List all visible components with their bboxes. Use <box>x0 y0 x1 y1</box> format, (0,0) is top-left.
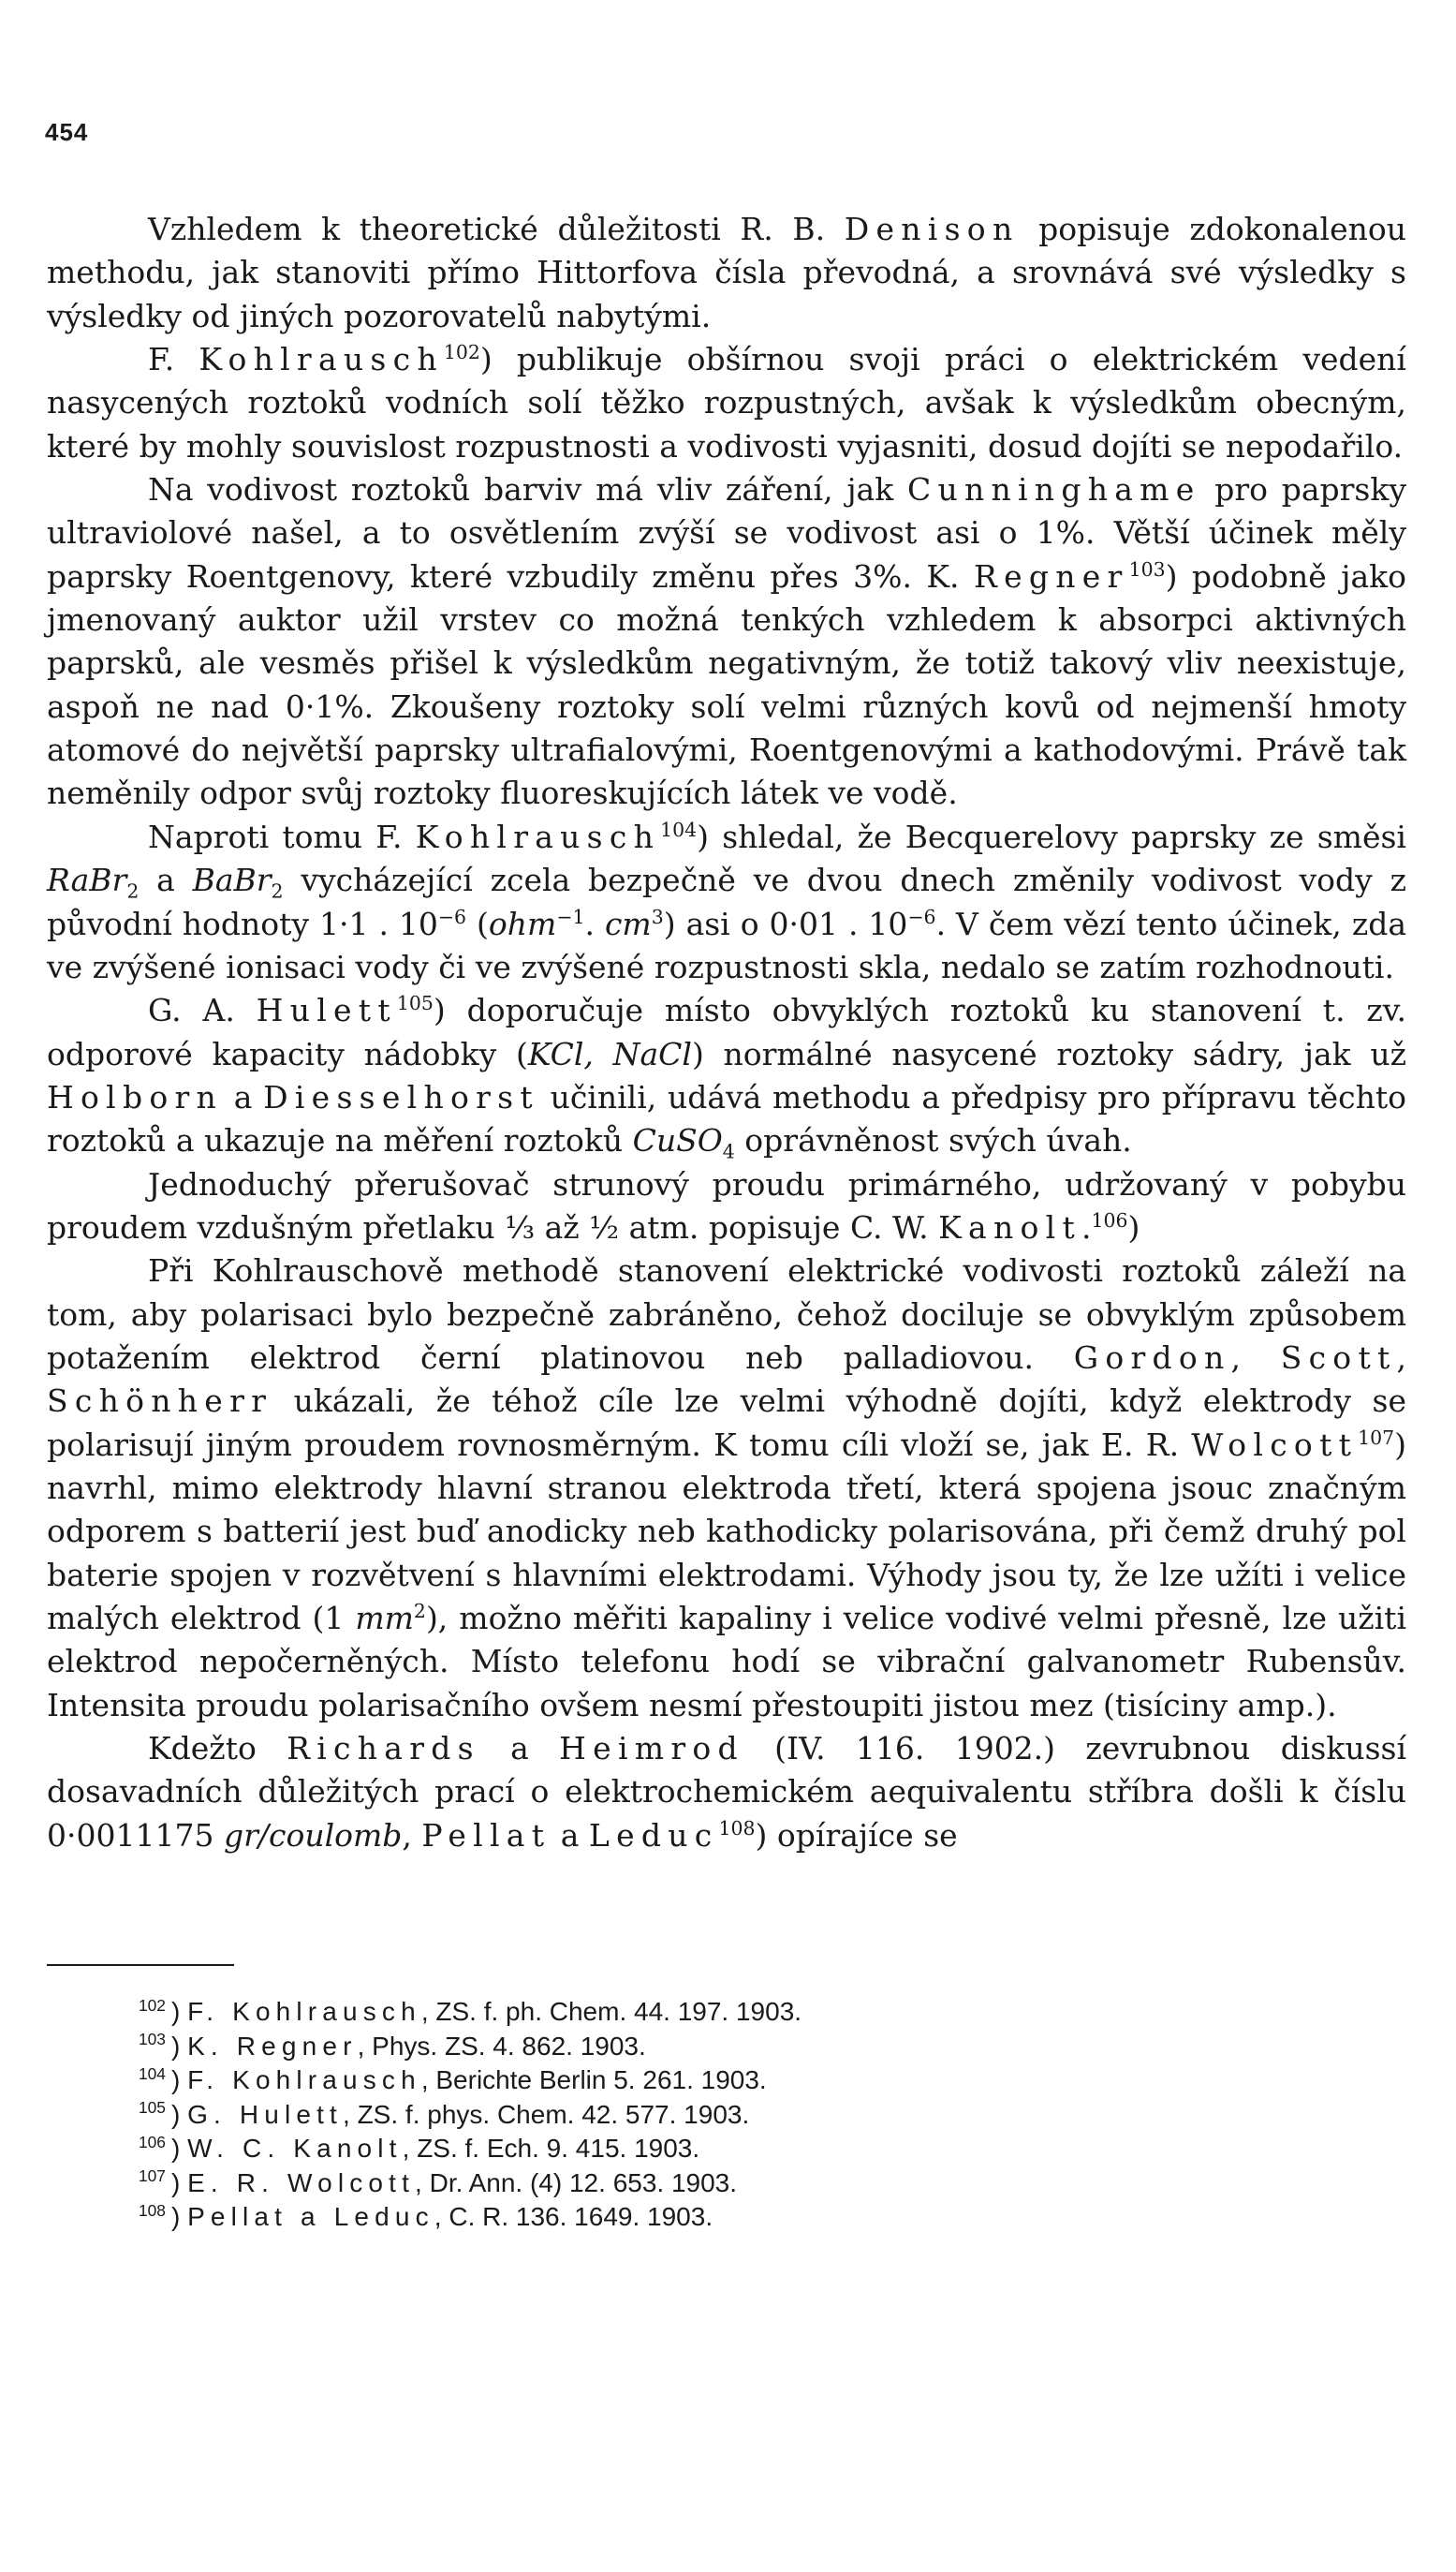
text-run: CuSO <box>632 1122 723 1160</box>
paragraph <box>47 1163 1406 1250</box>
footnote-author: K. Regner <box>187 2031 358 2061</box>
author-name: Heimrod <box>559 1730 744 1767</box>
text-run: G. A. <box>148 992 257 1029</box>
superscript: 107 <box>1358 1426 1395 1449</box>
footnote: $^{103}$ ) K. Regner, Phys. ZS. 4. 862. 1903. <box>139 2030 646 2061</box>
author-name: Cunninghame <box>906 471 1201 509</box>
text-run: ), možno měřiti kapaliny i velice vodivé velmi přesně, lze užiti elektrod nepočerněných. Místo telefonu hodí se vibrační galvanometr Rubensův. Intensita proudu polarisačního ovšem nesmí přestoupiti jistou mez (tisíciny amp.). <box>47 1600 1406 1723</box>
author-name: Wolcott <box>1191 1426 1359 1463</box>
footnote-author: W. C. Kanolt <box>187 2134 403 2163</box>
text-run: a <box>223 1078 264 1116</box>
footnote-reference: Dr. Ann. (4) 12. 653. 1903. <box>429 2167 738 2197</box>
paragraph <box>47 1727 1406 1857</box>
paragraph <box>47 468 1406 816</box>
author-name: Kohlrausch <box>199 341 444 378</box>
text-run: BaBr <box>192 862 272 899</box>
text-run: a <box>139 862 193 899</box>
paragraph <box>47 816 1406 989</box>
text-run: Na vodivost roztoků barviv má vliv záření, jak <box>148 471 907 509</box>
text-run: a <box>551 1816 589 1854</box>
footnote-author: G. Hulett <box>187 2099 344 2129</box>
text-run: , <box>1230 1338 1281 1376</box>
author-name: Leduc <box>588 1816 719 1854</box>
footnote-bracket: ) <box>170 1997 188 2026</box>
text-run: popisuje zdokonalenou methodu, jak stanoviti přímo Hittorfova čísla převodná, a srovnává své výsledky s výsledky od jiných pozorovatelů nabytými. <box>47 211 1406 334</box>
superscript: 3 <box>651 905 664 928</box>
body-text <box>47 208 1406 1857</box>
text-run: ) navrhl, mimo elektrody hlavní stranou elektroda třetí, která spojena jsouc značným odporem s batterií jest buď anodicky neb kathodicky polarisována, při čemž druhý pol baterie spojen v rozvětvení s hlavními elektrodami. Výhody jsou ty, že lze užíti i velice malých elektrod (1 <box>47 1426 1406 1636</box>
footnote-author: E. R. Wolcott <box>187 2167 416 2197</box>
superscript: 2 <box>413 1600 426 1622</box>
text-run: ohm <box>488 905 557 942</box>
footnote-bracket: ) <box>170 2065 188 2094</box>
text-run: cm <box>604 905 652 942</box>
footnote-bracket: ) <box>170 2134 188 2163</box>
text-run: pro paprsky ultraviolové našel, a to osvětlením zvýší se vodivost asi o 1%. Větší účinek měly paprsky Roentgenovy, které vzbudily změnu přes 3%. K. <box>47 471 1406 595</box>
author-name: Regner <box>973 557 1129 595</box>
footnote-bracket: ) <box>170 2099 188 2129</box>
footnote-bracket: ) <box>170 2167 188 2197</box>
text-run: , <box>1396 1338 1406 1376</box>
footnote-author: F. Kohlrausch <box>187 2065 421 2094</box>
author-name: Hulett <box>256 992 397 1029</box>
text-run: ) asi o 0·01 . 10 <box>663 905 908 942</box>
footnote-reference: ZS. f. Ech. 9. 415. 1903. <box>417 2134 700 2163</box>
author-name: Gordon <box>1073 1338 1231 1376</box>
footnote: $^{102}$ ) F. Kohlrausch, ZS. f. ph. Chem. 44. 197. 1903. <box>139 1995 802 2026</box>
text-run: Naproti tomu F. <box>148 818 416 855</box>
footnote-reference: Phys. ZS. 4. 862. 1903. <box>372 2031 646 2061</box>
footnote-bracket: ) <box>170 2031 188 2061</box>
footnote: $^{108}$ ) Pellat a Leduc, C. R. 136. 1649. 1903. <box>139 2200 713 2231</box>
text-run: ) normálné nasycené roztoky sádry, jak už <box>691 1035 1407 1072</box>
author-name: Kanolt <box>938 1208 1081 1246</box>
subscript: 2 <box>126 880 140 903</box>
author-name: Schönherr <box>47 1382 273 1420</box>
text-run: ) <box>1127 1208 1140 1246</box>
footnote: $^{104}$ ) F. Kohlrausch, Berichte Berlin 5. 261. 1903. <box>139 2063 767 2094</box>
author-name: Scott <box>1280 1338 1397 1376</box>
paragraph <box>47 989 1406 1162</box>
superscript: 108 <box>718 1816 756 1840</box>
text-run: F. <box>148 341 199 378</box>
footnote-mark: 108 <box>139 2200 166 2220</box>
text-run: , <box>402 1816 422 1854</box>
superscript: 106 <box>1091 1208 1128 1232</box>
text-run: Jednoduchý přerušovač strunový proudu primárného, udržovaný v pobybu proudem vzdušným přetlaku ⅓ až ½ atm. popisuje C. W. <box>47 1165 1406 1246</box>
author-name: Holborn <box>47 1078 224 1116</box>
text-run: . V čem vězí tento účinek, zda ve zvýšené ionisaci vody či ve zvýšené rozpustnosti skla, nedalo se zatím rozhodnouti. <box>47 905 1407 985</box>
text-run: ) doporučuje místo obvyklých roztoků ku stanovení t. zv. odporové kapacity nádobky ( <box>47 992 1406 1072</box>
author-name: Diesselhorst <box>263 1078 539 1116</box>
subscript: 4 <box>722 1140 735 1163</box>
footnote-mark: 107 <box>139 2166 166 2186</box>
text-run: Vzhledem k theoretické důležitosti R. B. <box>148 211 845 247</box>
text-run: a <box>479 1730 560 1767</box>
footnote-reference: C. R. 136. 1649. 1903. <box>449 2202 713 2231</box>
footnote-divider <box>47 1964 234 1966</box>
text-run: ( <box>466 905 489 942</box>
author-name: Richards <box>287 1730 480 1767</box>
paragraph <box>47 208 1406 338</box>
text-run: gr/coulomb <box>223 1816 403 1854</box>
footnote-reference: Berichte Berlin 5. 261. 1903. <box>435 2065 767 2094</box>
footnote: $^{105}$ ) G. Hulett, ZS. f. phys. Chem. 42. 577. 1903. <box>139 2098 750 2129</box>
footnote-mark: 103 <box>139 2030 166 2049</box>
footnote-author: Pellat a Leduc <box>187 2202 434 2231</box>
author-name: Pellat <box>421 1816 552 1854</box>
text-run: ) opírajíce se <box>755 1816 958 1854</box>
footnote-mark: 102 <box>139 1995 166 2015</box>
footnotes <box>139 1995 1309 2235</box>
footnote-mark: 104 <box>139 2063 166 2083</box>
text-run: . <box>1081 1208 1092 1246</box>
text-run: Při Kohlrauschově methodě stanovení elektrické vodivosti roztoků záleží na tom, aby polarisaci bylo bezpečně zabráněno, čehož dociluje se obvyklým způsobem potažením elektrod černí platinovou neb palladiovou. <box>47 1252 1406 1376</box>
superscript: 102 <box>443 341 480 364</box>
author-name: Kohlrausch <box>415 818 661 855</box>
paragraph <box>47 338 1406 468</box>
text-run: ) podobně jako jmenovaný auktor užil vrstev co možná tenkých vzhledem k absorpci aktivných paprsků, ale vesměs přišel k výsledkům negativným, že totiž takový vliv neexistuje, aspoň ne nad 0·1%. Zkoušeny roztoky solí velmi různých kovů od nejmenší hmoty atomové do největší paprsky ultrafialovými, Roentgenovými a kathodovými. Právě tak neměnily odpor svůj roztoky fluoreskujících látek ve vodě. <box>47 557 1406 812</box>
superscript: −6 <box>907 905 936 928</box>
subscript: 2 <box>271 880 284 903</box>
footnote: $^{107}$ ) E. R. Wolcott, Dr. Ann. (4) 12. 653. 1903. <box>139 2166 738 2197</box>
text-run: ) publikuje obšírnou svoji práci o elektrickém vedení nasycených roztoků vodních solí těžko rozpustných, avšak k výsledkům obecným, které by mohly souvislost rozpustnosti a vodivosti vyjasniti, dosud dojíti se nepodařilo. <box>47 341 1406 465</box>
footnote-mark: 105 <box>139 2098 166 2118</box>
text-run: (IV. 116. 1902.) zevrubnou diskussí dosavadních důležitých prací o elektrochemickém aequivalentu stříbra došli k číslu 0·0011175 <box>47 1730 1407 1854</box>
superscript: 105 <box>396 992 434 1015</box>
superscript: −6 <box>437 905 467 928</box>
page-number: 454 <box>45 118 89 146</box>
footnote-bracket: ) <box>170 2202 188 2231</box>
superscript: 103 <box>1128 557 1166 581</box>
text-run: ) shledal, že Becquerelovy paprsky ze směsi <box>697 818 1406 855</box>
text-run: vycházející zcela bezpečně ve dvou dnech změnily vodivost vody z původní hodnoty 1·1 . 10 <box>47 862 1406 942</box>
paragraph <box>47 1249 1406 1727</box>
author-name: Denison <box>844 211 1020 247</box>
text-run: oprávněnost svých úvah. <box>734 1122 1132 1160</box>
superscript: 104 <box>660 818 698 841</box>
footnote-reference: ZS. f. ph. Chem. 44. 197. 1903. <box>435 1997 802 2026</box>
text-run: RaBr <box>47 862 127 899</box>
footnote: $^{106}$ ) W. C. Kanolt, ZS. f. Ech. 9. 415. 1903. <box>139 2132 700 2163</box>
footnote-author: F. Kohlrausch <box>187 1997 421 2026</box>
text-run: ukázali, že téhož cíle lze velmi výhodně dojíti, když elektrody se polarisují jiným proudem rovnosměrným. K tomu cíli vloží se, jak E. R. <box>47 1382 1406 1463</box>
footnote-mark: 106 <box>139 2132 166 2151</box>
text-run: mm <box>355 1600 414 1636</box>
superscript: −1 <box>556 905 585 928</box>
text-run: KCl, NaCl <box>527 1035 692 1072</box>
text-run: Kdežto <box>148 1730 287 1767</box>
text-run: . <box>584 905 605 942</box>
footnote-reference: ZS. f. phys. Chem. 42. 577. 1903. <box>357 2099 750 2129</box>
text-run: učinili, udává methodu a předpisy pro přípravu těchto roztoků a ukazuje na měření roztoků <box>47 1078 1406 1160</box>
